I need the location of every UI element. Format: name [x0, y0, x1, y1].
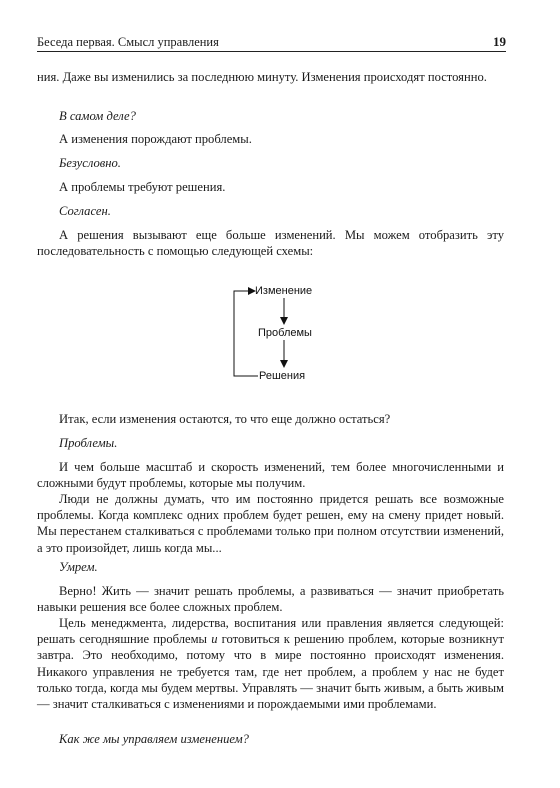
diagram-node-solutions: Решения [259, 370, 306, 382]
dialogue-question: В самом деле? [59, 109, 136, 123]
page-number: 19 [493, 34, 506, 49]
dialogue-answer: А изменения порождают проблемы. [59, 132, 252, 146]
mgmt-text-end: готовиться к решению проблем, которые возникнут завтра. Это необходимо, потому что в мире постоянно происходят изменения. Никакого управления не требуется там, где нет проблем, а проблем у нас не будет только тогда, когда мы будем мертвы. Управлять — значит быть живым, а быть живым — значит сталкиваться с изменениями и порождаемыми ими проблемами. [37, 632, 504, 712]
dialogue-question: Согласен. [59, 204, 111, 218]
body-paragraph: Люди не должны думать, что им постоянно придется решать все возможные проблемы. Когда комплекс одних проблем будет решен, ему на смену придет новый. Мы перестанем сталкиваться с проблемами только при полном отсутствии изменений, а это произойдет, лишь когда мы... [37, 492, 504, 555]
body-paragraph [37, 615, 504, 712]
mgmt-text-emphasis: и [211, 632, 218, 647]
dialogue-question: Верно! Жить — значит решать проблемы, а развиваться — значит приобретать навыки решения все более сложных проблем. [37, 584, 504, 615]
chapter-title: Беседа первая. Смысл управления [37, 35, 219, 49]
dialogue-answer: А проблемы требуют решения. [59, 180, 226, 194]
diagram-node-change: Изменение [255, 285, 313, 297]
arrow-solutions-to-change [234, 291, 258, 376]
dialogue-answer: Умрем. [59, 560, 98, 574]
dialogue-question: И чем больше масштаб и скорость изменений, тем более многочисленными и сложными будут проблемы, которые мы получим. [37, 460, 504, 491]
dialogue-answer: А решения вызывают еще больше изменений. Мы можем отобразить эту последовательность с помощью следующей схемы: [37, 228, 504, 259]
dialogue-question: Безусловно. [59, 156, 121, 170]
change-cycle-diagram [200, 278, 360, 384]
diagram-node-problems: Проблемы [258, 327, 312, 339]
paragraph-continuation: ния. Даже вы изменились за последнюю минуту. Изменения происходят постоянно. [37, 70, 487, 84]
running-header [37, 33, 506, 52]
dialogue-answer: Как же мы управляем изменением? [59, 732, 249, 746]
dialogue-answer: Проблемы. [59, 436, 118, 450]
dialogue-question: Итак, если изменения остаются, то что еще должно остаться? [59, 412, 391, 426]
mgmt-text-start: Цель менеджмента, лидерства, воспитания или правления является следующей: решать сегодняшние проблемы [37, 616, 504, 647]
